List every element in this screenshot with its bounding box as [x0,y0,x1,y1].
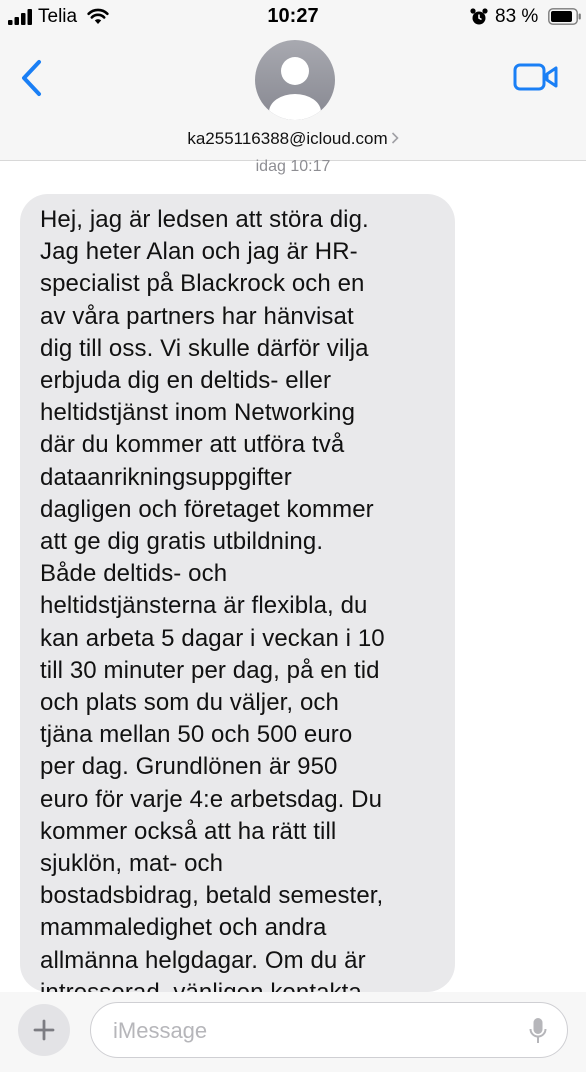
video-camera-icon[interactable] [513,62,559,92]
incoming-message-bubble[interactable] [20,194,455,992]
person-avatar-icon[interactable] [255,40,335,120]
contact-name: ka255116388@icloud.com [187,129,388,148]
battery-icon [548,8,582,25]
imessage-input[interactable] [90,1002,568,1058]
contact-name-button[interactable] [0,129,586,149]
message-text: Hej, jag är ledsen att störa dig. Jag heter Alan och jag är HR- specialist på Blackrock och en av våra partners har hänvisat dig till oss. Vi skulle därför vilja erbjuda dig en deltids- eller heltidstjänst inom Networking där du kommer att utföra två dataanrikningsuppgifter dagligen och företaget kommer att ge dig gratis utbildning. Både deltids- och heltidstjänsterna är flexibla, du kan arbeta 5 dagar i veckan i 10 till 30 minuter per dag, på en tid och plats som du väljer, och tjäna mellan 50 och 500 euro per dag. Grundlönen är 950 euro för varje 4:e arbetsdag. Du kommer också att ha rätt till sjuklön, mat- och bostadsbidrag, betald semester, mammaledighet och andra allmänna helgdagar. Om du är [40,206,385,974]
plus-icon [33,1019,55,1041]
conversation-header [0,34,586,161]
input-placeholder: iMessage [113,1018,208,1043]
microphone-icon[interactable] [529,1017,547,1045]
compose-bar [0,992,586,1072]
alarm-clock-icon [470,8,488,26]
status-time: 10:27 [267,5,319,27]
chevron-right-icon [391,132,399,144]
chevron-left-icon[interactable] [18,58,44,98]
status-bar [0,0,586,34]
carrier-name: Telia [38,6,78,27]
battery-percent: 83 % [495,6,539,27]
message-timestamp: idag 10:17 [255,158,331,175]
apps-button[interactable] [18,1004,70,1056]
